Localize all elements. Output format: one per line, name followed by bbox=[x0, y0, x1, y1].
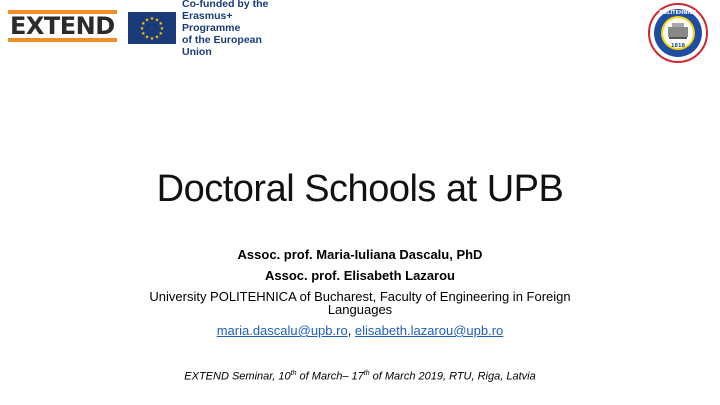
email-link-1[interactable]: maria.dascalu@upb.ro bbox=[216, 323, 348, 338]
svg-text:★: ★ bbox=[159, 26, 165, 32]
seal-top-text: POLITEHNICA bbox=[659, 10, 697, 16]
svg-text:★: ★ bbox=[149, 36, 155, 42]
affiliation-line-1: University POLITEHNICA of Bucharest, Faculty of Engineering in Foreign bbox=[149, 289, 571, 304]
email-separator: , bbox=[347, 323, 355, 338]
footer-superscript: th bbox=[290, 370, 297, 377]
seal-year-text: 1818 bbox=[671, 43, 685, 49]
email-link-2[interactable]: elisabeth.lazarou@upb.ro bbox=[354, 323, 504, 338]
footer-text: of March 2019, RTU, Riga, Latvia bbox=[369, 370, 536, 383]
eu-text-line: of the European Union bbox=[182, 34, 262, 58]
eu-text-line: Erasmus+ Programme bbox=[182, 10, 241, 34]
footer-superscript: th bbox=[363, 370, 370, 377]
svg-text:★: ★ bbox=[141, 21, 146, 27]
eu-flag-icon bbox=[128, 12, 176, 44]
affiliation-line-2: Languages bbox=[327, 302, 393, 317]
page-title: Doctoral Schools at UPB bbox=[156, 168, 564, 210]
eu-text-line: Co-funded by the bbox=[182, 0, 269, 10]
svg-text:★: ★ bbox=[154, 17, 160, 24]
eu-cofunding-text bbox=[182, 0, 292, 58]
svg-text:★: ★ bbox=[144, 17, 150, 24]
upb-seal-logo bbox=[648, 3, 708, 63]
author-2: Assoc. prof. Elisabeth Lazarou bbox=[265, 268, 455, 283]
svg-text:★: ★ bbox=[141, 31, 146, 37]
svg-text:★: ★ bbox=[144, 34, 150, 41]
emails bbox=[0, 323, 720, 338]
svg-text:★: ★ bbox=[154, 34, 160, 41]
author-1: Assoc. prof. Maria-Iuliana Dascalu, PhD bbox=[237, 247, 483, 262]
footer-text: of March– 17 bbox=[296, 370, 364, 383]
svg-text:★: ★ bbox=[158, 21, 163, 27]
svg-text:★: ★ bbox=[149, 16, 155, 22]
footer-event-info bbox=[0, 370, 720, 383]
footer-text: EXTEND Seminar, 10 bbox=[184, 370, 291, 383]
svg-text:★: ★ bbox=[139, 26, 145, 32]
svg-text:★: ★ bbox=[158, 31, 163, 37]
eu-cofunding-logo bbox=[128, 0, 292, 58]
extend-logo bbox=[5, 8, 115, 44]
extend-logo-text: EXTEND bbox=[10, 12, 115, 40]
